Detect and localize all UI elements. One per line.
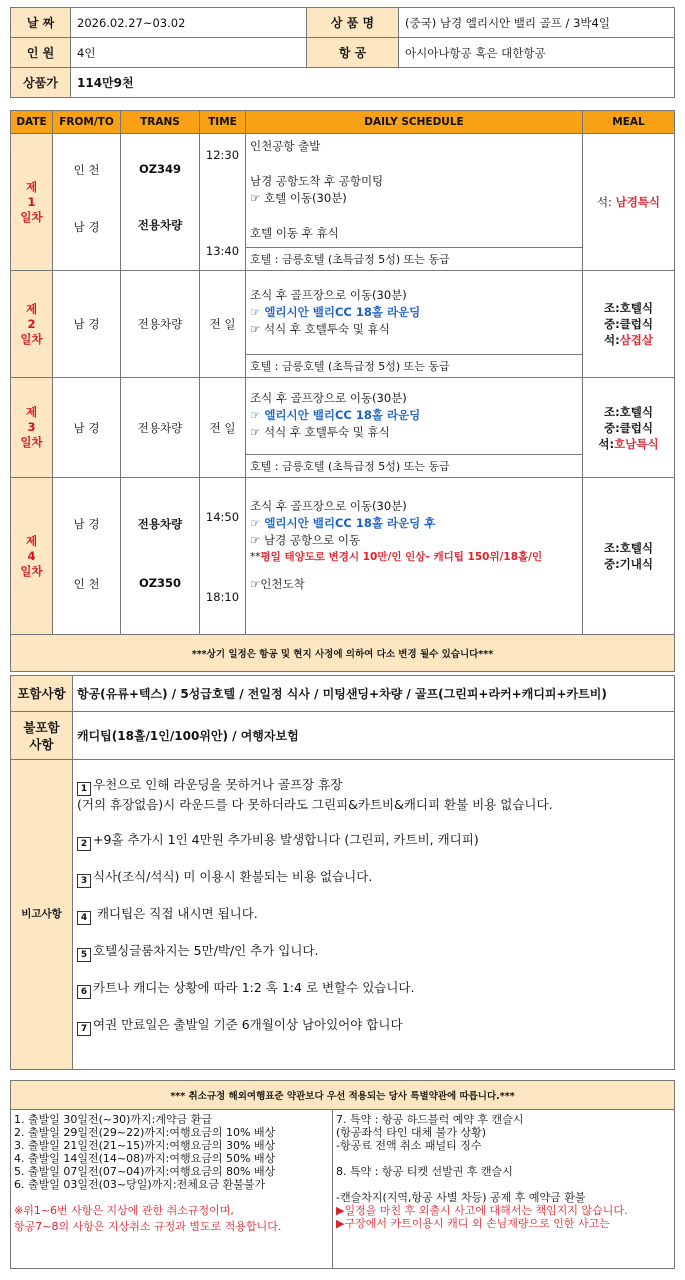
day3-hotel: 호텔 : 금릉호텔 (초특급정 5성) 또는 동급 xyxy=(246,455,583,478)
header-date: DATE xyxy=(11,111,53,134)
remark-item: 7 여권 만료일은 출발일 기준 6개월이상 남아있어야 합니다 xyxy=(77,1016,668,1036)
day1-meal: 석: 남경특식 xyxy=(583,134,675,271)
included-label: 포함사항 xyxy=(11,676,73,712)
included-value: 항공(유류+텍스) / 5성급호텔 / 전일정 식사 / 미팅샌딩+차량 / 골프(그린피+라커+캐디피+카트비) xyxy=(73,676,675,712)
date-value: 2026.02.27~03.02 xyxy=(71,8,307,38)
day3-time: 전 일 xyxy=(200,378,246,478)
day3-meal: 조:호텔식 중:클럽식 석:호남특식 xyxy=(583,378,675,478)
remark-item: 3 식사(조식/석식) 미 이용시 환불되는 비용 없습니다. xyxy=(77,868,668,888)
product-label: 상 품 명 xyxy=(307,8,399,38)
product-value: (중국) 남경 엘리시안 밸리 골프 / 3박4일 xyxy=(399,8,675,38)
airline-value: 아시아나항공 혹은 대한항공 xyxy=(399,38,675,68)
people-value: 4인 xyxy=(71,38,307,68)
info-table xyxy=(10,7,675,98)
people-label: 인 원 xyxy=(11,38,71,68)
cancel-left: 1. 출발일 30일전(~30)까지:계약금 환급 2. 출발일 29일전(29~22)까지:여행요금의 10% 배상 3. 출발일 21일전(21~15)까지:여행요금의 30% 배상 4. 출발일 14일전(14~08)까지:여행요금의 50% 배상 5. 출발일 07일전(07~04)까지:여행요금의 80% 배상 6. 출발일 03일전(03~당일)까지:전체요금 환불불가 ※위1~6번 사항은 지상에 관한 취소규정이며, 항공7~8의 사항은 지상취소 규정과 별도로 적용합니다. xyxy=(11,1110,333,1269)
header-daily-schedule: DAILY SCHEDULE xyxy=(246,111,583,134)
day4-label: 제 4 일차 xyxy=(11,478,53,635)
remark-item: 1 우천으로 인해 라운딩을 못하거나 골프장 휴장 (거의 휴장없음)시 라운드를 다 못하더라도 그린피&카트비&캐디피 환불 비용 없습니다. xyxy=(77,777,553,812)
day4-time: 14:50 18:10 xyxy=(200,478,246,635)
cancel-right: 7. 특약 : 항공 하드블럭 예약 후 캔슬시 (항공좌석 타인 대체 불가 상황) -항공료 전액 취소 패널티 징수 8. 특약 : 항공 티켓 선발권 후 캔슬시 -캔슬차지(지역,항공 사별 차등) 공제 후 예약금 환불 ▶일정을 마친 후 외출시 사고에 대해서는 책임지지 않습니다. ▶구장에서 카트이용시 캐디 외 손님재량으로 인한 사고는 xyxy=(333,1110,675,1269)
airline-label: 항 공 xyxy=(307,38,399,68)
remarks-label: 비고사항 xyxy=(11,760,73,1070)
header-trans: TRANS xyxy=(121,111,200,134)
price-value: 114만9천 xyxy=(71,68,675,98)
excluded-value: 캐디팁(18홀/1인/100위안) / 여행자보험 xyxy=(73,712,675,760)
day3-from-to: 남 경 xyxy=(53,378,121,478)
remarks-list xyxy=(73,760,675,1070)
date-label: 날 짜 xyxy=(11,8,71,38)
day1-schedule: 인천공항 출발 남경 공항도착 후 공항미팅 ☞ 호텔 이동(30분) 호텔 이동 후 휴식 xyxy=(246,134,583,248)
day1-from-to: 인 천 남 경 xyxy=(53,134,121,271)
day2-label: 제 2 일차 xyxy=(11,271,53,378)
day1-trans: OZ349 전용차량 xyxy=(121,134,200,271)
header-meal: MEAL xyxy=(583,111,675,134)
excluded-label: 불포함 사항 xyxy=(11,712,73,760)
remark-item: 5 호텔싱글룸차지는 5만/박/인 추가 입니다. xyxy=(77,942,668,962)
day4-schedule: 조식 후 골프장으로 이동(30분) ☞ 엘리시안 밸리CC 18홀 라운딩 후 ☞ 남경 공항으로 이동 **평일 태양도로 변경시 10만/인 인상- 캐디팁 150위/18홀/인 ☞인천도착 xyxy=(246,478,583,635)
remark-item: 4 캐디팁은 직접 내시면 됩니다. xyxy=(77,905,668,925)
day4-from-to: 남 경 인 천 xyxy=(53,478,121,635)
remark-item: 2 +9홀 추가시 1인 4만원 추가비용 발생합니다 (그린피, 카트비, 캐디피) xyxy=(77,831,668,851)
day3-label: 제 3 일차 xyxy=(11,378,53,478)
day2-trans: 전용차량 xyxy=(121,271,200,378)
day2-hotel: 호텔 : 금릉호텔 (초특급정 5성) 또는 동급 xyxy=(246,355,583,378)
schedule-header-row xyxy=(11,111,675,134)
day2-time: 전 일 xyxy=(200,271,246,378)
day2-meal: 조:호텔식 중:클럽식 석:삼겹살 xyxy=(583,271,675,378)
day4-meal: 조:호텔식 중:기내식 xyxy=(583,478,675,635)
price-label: 상품가 xyxy=(11,68,71,98)
day1-time: 12:30 13:40 xyxy=(200,134,246,271)
header-from-to: FROM/TO xyxy=(53,111,121,134)
day2-from-to: 남 경 xyxy=(53,271,121,378)
header-time: TIME xyxy=(200,111,246,134)
inclusions-table xyxy=(10,675,675,1070)
day3-trans: 전용차량 xyxy=(121,378,200,478)
cancel-header: *** 취소규정 해외여행표준 약관보다 우선 적용되는 당사 특별약관에 따릅니다.*** xyxy=(11,1081,675,1110)
remark-item: 6 카트나 캐디는 상황에 따라 1:2 혹 1:4 로 변할수 있습니다. xyxy=(77,979,668,999)
day1-hotel: 호텔 : 금릉호텔 (초특급정 5성) 또는 동급 xyxy=(246,248,583,271)
day1-label: 제 1 일차 xyxy=(11,134,53,271)
day2-schedule: 조식 후 골프장으로 이동(30분) ☞ 엘리시안 밸리CC 18홀 라운딩 ☞ 석식 후 호텔투숙 및 휴식 xyxy=(246,271,583,355)
day3-schedule: 조식 후 골프장으로 이동(30분) ☞ 엘리시안 밸리CC 18홀 라운딩 ☞ 석식 후 호텔투숙 및 휴식 xyxy=(246,378,583,455)
cancel-table xyxy=(10,1080,675,1269)
schedule-table xyxy=(10,110,675,672)
schedule-notice: ***상기 일정은 항공 및 현지 사정에 의하여 다소 변경 될수 있습니다*** xyxy=(11,635,675,672)
day4-trans: 전용차량 OZ350 xyxy=(121,478,200,635)
